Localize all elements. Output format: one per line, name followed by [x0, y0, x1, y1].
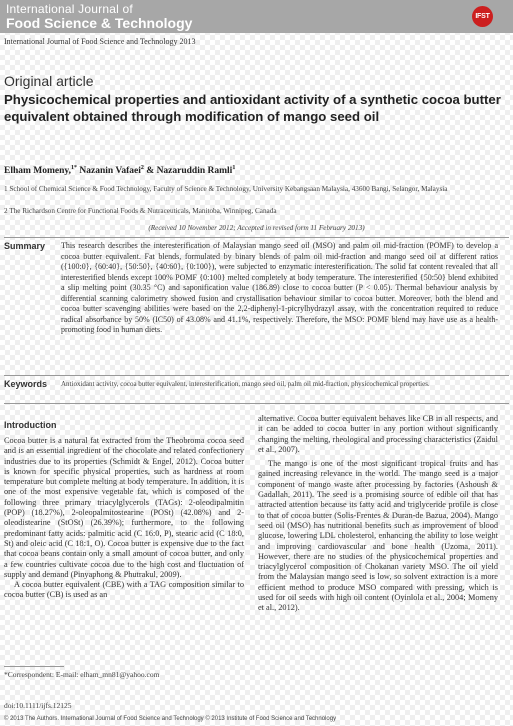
- received-dates: (Received 10 November 2012; Accepted in revised form 11 February 2013): [148, 224, 365, 232]
- body-paragraph: alternative. Cocoa butter equivalent behaves like CB in all respects, and it can be added to cocoa butter in any portion without significantly changing the melting, rheological and processing characteristics (Zaidul et al., 2007).: [258, 414, 498, 454]
- body-paragraph: Cocoa butter is a natural fat extracted from the Theobroma cocoa seed and is an essential ingredient of the chocolate and related confectionery industries due to its properties (Schmidt & Engel, 2012). Cocoa butter is known for specific physical properties, such as hardness at room temperature but complete melting at body temperature. In addition, it is one of the most expensive vegetable fat, which is composed of the following three primary triacylglycerols (TAGs): 2-oleodipalmitin (POP) (18.27%), 2-oleopalmitostearine (POSt) (42.08%) and 2-oleodistearine (StOSt) (26.39%); furthermore, to the following predominant fatty acids: palmitic acid (C 16:0, P), stearic acid (C 18:0, St) and oleic acid (C 18:1, O). Cocoa butter is expensive due to the fact that cocoa beans contain only a small amount of cocoa butter, and only a few countries cultivate cocoa due to the high cost and fluctuation of supply and demand (Pinyaphong & Phutrakul, 2009).: [4, 436, 244, 579]
- author-name: Nazanin Vafaei: [77, 166, 141, 177]
- author-affiliation-mark: 2: [140, 165, 144, 171]
- body-column-left: [4, 436, 244, 601]
- divider: [4, 403, 509, 404]
- keywords-label: Keywords: [4, 379, 48, 389]
- body-paragraph: The mango is one of the most significant tropical fruits and has gained increasing relevance in the world. The mango seed is a major component of mango waste after processing by factories (Ashoush & Gadallah, 2011). The seed is a promising source of edible oil that has attracted attention because its fatty acid and triglyceride profile is close to that of cocoa butter (Solis-Frentes & Duran-de Bazua, 2004). Mango seed oil (MSO) has nutritional benefits such as improvement of blood glucose, lowering LDL cholesterol, enhancing the ability to lose weight and improving cardiovascular and bone health (Uzoma, 2011). However, there are no studies of the physicochemical properties and triacylglycerol composition of Chokanan variety MSO. The oil yield from the Malaysian mango seed is low, so solvent extraction is a more efficient method to produce MSO compared with pressing, which is used for oil seeds with high oil content (Oyinlola et al., 2004; Momeny et al., 2012).: [258, 459, 498, 613]
- author-affiliation-mark: 1: [232, 165, 236, 171]
- summary-label: Summary: [4, 241, 46, 251]
- divider: [4, 375, 509, 376]
- section-heading-introduction: Introduction: [4, 420, 57, 430]
- author-name: Elham Momeny,: [4, 166, 72, 177]
- copyright: © 2013 The Authors. International Journal of Food Science and Technology © 2013 Institute of Food Science and Technology: [4, 716, 337, 722]
- ifst-logo-icon: IFST: [472, 6, 493, 27]
- correspondence-footnote: *Correspondent: E-mail: elham_mn81@yahoo.com: [4, 670, 160, 679]
- affiliation-2: 2 The Richardson Centre for Functional Foods & Nutraceuticals, Manitoba, Winnipeg, Canada: [4, 207, 277, 215]
- author-list: [4, 165, 235, 176]
- author-name: & Nazaruddin Ramli: [143, 166, 233, 177]
- body-paragraph: A cocoa butter equivalent (CBE) with a TAG composition similar to cocoa butter (CB) is used as an: [4, 580, 244, 600]
- author-affiliation-mark: 1*: [71, 165, 78, 171]
- affiliation-1: 1 School of Chemical Science & Food Technology, Faculty of Science & Technology, University Kebangsaan Malaysia, 43600 Bangi, Selangor, Malaysia: [4, 185, 448, 193]
- journal-title-line1: International Journal of: [6, 2, 133, 16]
- body-column-right: [258, 414, 498, 614]
- footnote-divider: [4, 666, 64, 667]
- divider: [4, 237, 509, 238]
- doi: doi:10.1111/ijfs.12125: [4, 701, 72, 710]
- keywords-text: Antioxidant activity, cocoa butter equivalent, interesterification, mango seed oil, palm oil mid-fraction, physicochemical properties.: [61, 380, 430, 388]
- article-type: Original article: [4, 73, 94, 89]
- journal-header-banner: [0, 0, 513, 33]
- running-head: International Journal of Food Science and Technology 2013: [4, 37, 196, 46]
- journal-title-line2: Food Science & Technology: [6, 15, 193, 31]
- paper-title: Physicochemical properties and antioxidant activity of a synthetic cocoa butter equivalent obtained through modification of mango seed oil: [4, 92, 501, 124]
- summary-text: This research describes the interesterification of Malaysian mango seed oil (MSO) and palm oil mid-fraction (POMF) to develop a cocoa butter equivalent. Fat blends, formulated by binary blends of palm oil mid-fraction and mango seed oil at different ratios ({100:0}, {60:40}, {50:50}, {40:60}, {0:100}), were subjected to enzymatic interesterification. The solid fat content revealed that all interesterified blends except 100% POMF {0:100} melted completely at body temperature. The interesterified {50:50} blend exhibited a slip melting point (30.35 °C) and saponification value (186.89) close to cocoa butter (P < 0.05). Thermal behaviour analysis by differential scanning calorimetry showed fusion and crystallisation behaviour similar to cocoa butter. Moreover, both the blend and cocoa butter scavenging abilities were based on the 2,2-diphenyl-1-picrylhydrazyl assay, with the concentration required to reduce radical absorbance by 50% (IC50) of 43.08% and 41.1%, respectively. Therefore, the MSO: POMF blend may have use as a health-promoting food in human diets.: [61, 241, 498, 334]
